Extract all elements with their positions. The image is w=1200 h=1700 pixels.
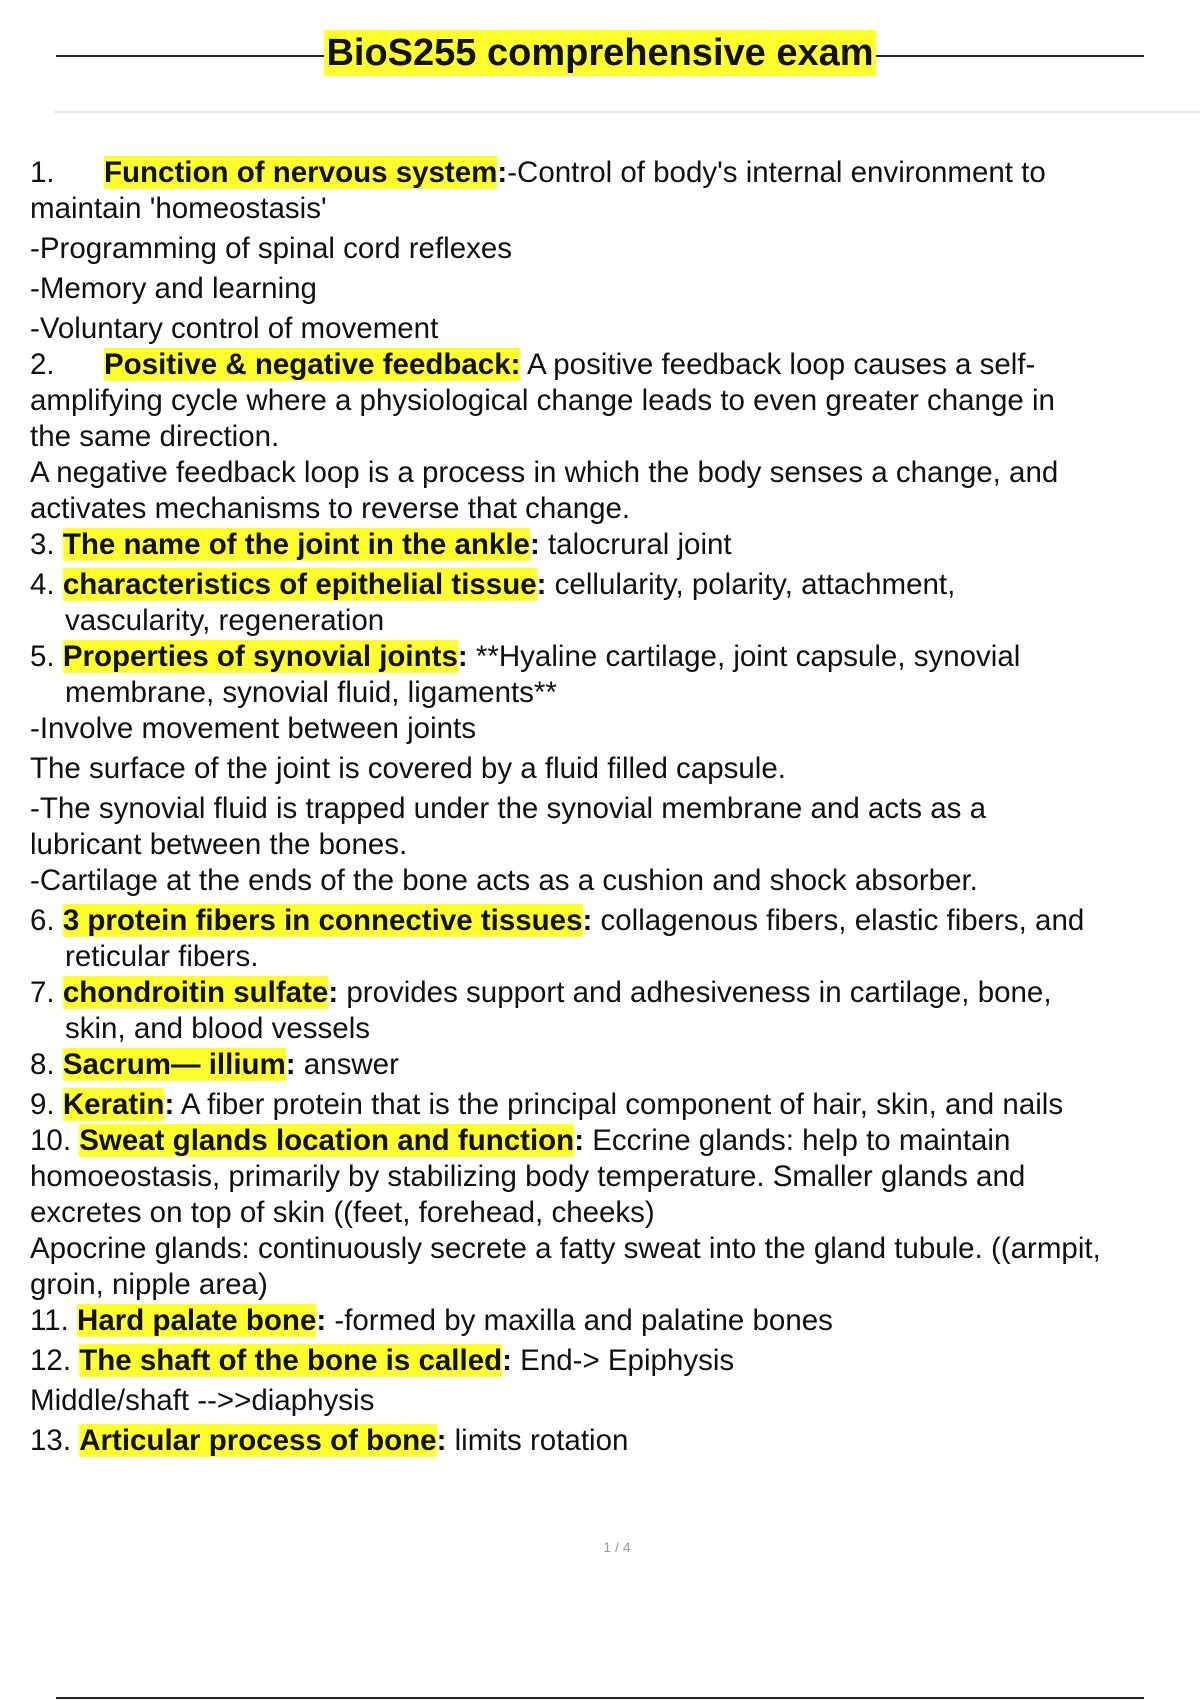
item-term: characteristics of epithelial tissue	[62, 568, 537, 601]
item-text: reticular fibers.	[65, 940, 259, 973]
item-term: Sweat glands location and function	[79, 1124, 575, 1157]
item-12: 12. The shaft of the bone is called: End-> Epiphysis	[30, 1344, 735, 1377]
item-text: -Cartilage at the ends of the bone acts as a cushion and shock absorber.	[30, 864, 978, 897]
item-term: chondroitin sulfate	[62, 976, 329, 1009]
item-text: -Memory and learning	[30, 272, 317, 305]
item-term: The shaft of the bone is called	[79, 1344, 503, 1377]
item-text: lubricant between the bones.	[30, 828, 408, 861]
item-text: The surface of the joint is covered by a fluid filled capsule.	[30, 752, 786, 785]
item-1: 1. Function of nervous system:-Control of body's internal environment to	[30, 156, 1046, 189]
item-text: Middle/shaft -->>diaphysis	[30, 1384, 375, 1417]
item-text: -The synovial fluid is trapped under the synovial membrane and acts as a	[30, 792, 986, 825]
item-text: excretes on top of skin ((feet, forehead, cheeks)	[30, 1196, 655, 1229]
item-text: homoeostasis, primarily by stabilizing body temperature. Smaller glands and	[30, 1160, 1026, 1193]
item-term: Properties of synovial joints	[62, 640, 458, 673]
item-11: 11. Hard palate bone: -formed by maxilla and palatine bones	[30, 1304, 833, 1337]
item-text: membrane, synovial fluid, ligaments**	[65, 676, 557, 709]
item-term: 3 protein fibers in connective tissues	[62, 904, 583, 937]
item-term: Function of nervous system	[104, 156, 498, 189]
item-text: the same direction.	[30, 420, 280, 453]
item-10: 10. Sweat glands location and function: Eccrine glands: help to maintain	[30, 1124, 1011, 1157]
header-divider	[54, 111, 1200, 113]
item-text: skin, and blood vessels	[65, 1012, 371, 1045]
item-term: Hard palate bone	[77, 1304, 317, 1337]
page-indicator: 1 / 4	[603, 1539, 631, 1555]
exam-content	[30, 155, 1195, 1459]
item-text: Apocrine glands: continuously secrete a fatty sweat into the gland tubule. ((armpit,	[30, 1232, 1101, 1265]
item-term: Articular process of bone	[79, 1424, 437, 1457]
title-rule-left	[56, 55, 324, 57]
item-6: 6. 3 protein fibers in connective tissues: collagenous fibers, elastic fibers, and	[30, 904, 1085, 937]
item-2: 2. Positive & negative feedback: A positive feedback loop causes a self-	[30, 348, 1036, 381]
item-4: 4. characteristics of epithelial tissue: cellularity, polarity, attachment,	[30, 568, 956, 601]
item-text: vascularity, regeneration	[65, 604, 385, 637]
item-term: Positive & negative feedback:	[104, 348, 521, 381]
item-text: -Voluntary control of movement	[30, 312, 439, 345]
item-text: -Involve movement between joints	[30, 712, 477, 745]
bottom-rule	[56, 1697, 1144, 1699]
item-term: The name of the joint in the ankle	[62, 528, 530, 561]
item-text: -Programming of spinal cord reflexes	[30, 232, 513, 265]
item-text: amplifying cycle where a physiological change leads to even greater change in	[30, 384, 1055, 417]
item-3: 3. The name of the joint in the ankle: talocrural joint	[30, 528, 732, 561]
title-row	[56, 28, 1144, 78]
item-text: A negative feedback loop is a process in which the body senses a change, and	[30, 456, 1059, 489]
item-13: 13. Articular process of bone: limits rotation	[30, 1424, 629, 1457]
item-9: 9. Keratin: A fiber protein that is the principal component of hair, skin, and nails	[30, 1088, 1064, 1121]
item-text: maintain 'homeostasis'	[30, 192, 327, 225]
item-term: Keratin	[62, 1088, 165, 1121]
item-7: 7. chondroitin sulfate: provides support and adhesiveness in cartilage, bone,	[30, 976, 1052, 1009]
page-title: BioS255 comprehensive exam	[326, 32, 874, 74]
item-term: Sacrum— illium	[62, 1048, 286, 1081]
item-5: 5. Properties of synovial joints: **Hyaline cartilage, joint capsule, synovial	[30, 640, 1021, 673]
item-8: 8. Sacrum— illium: answer	[30, 1048, 399, 1081]
title-rule-right	[876, 55, 1144, 57]
item-text: groin, nipple area)	[30, 1268, 268, 1301]
item-text: activates mechanisms to reverse that change.	[30, 492, 631, 525]
